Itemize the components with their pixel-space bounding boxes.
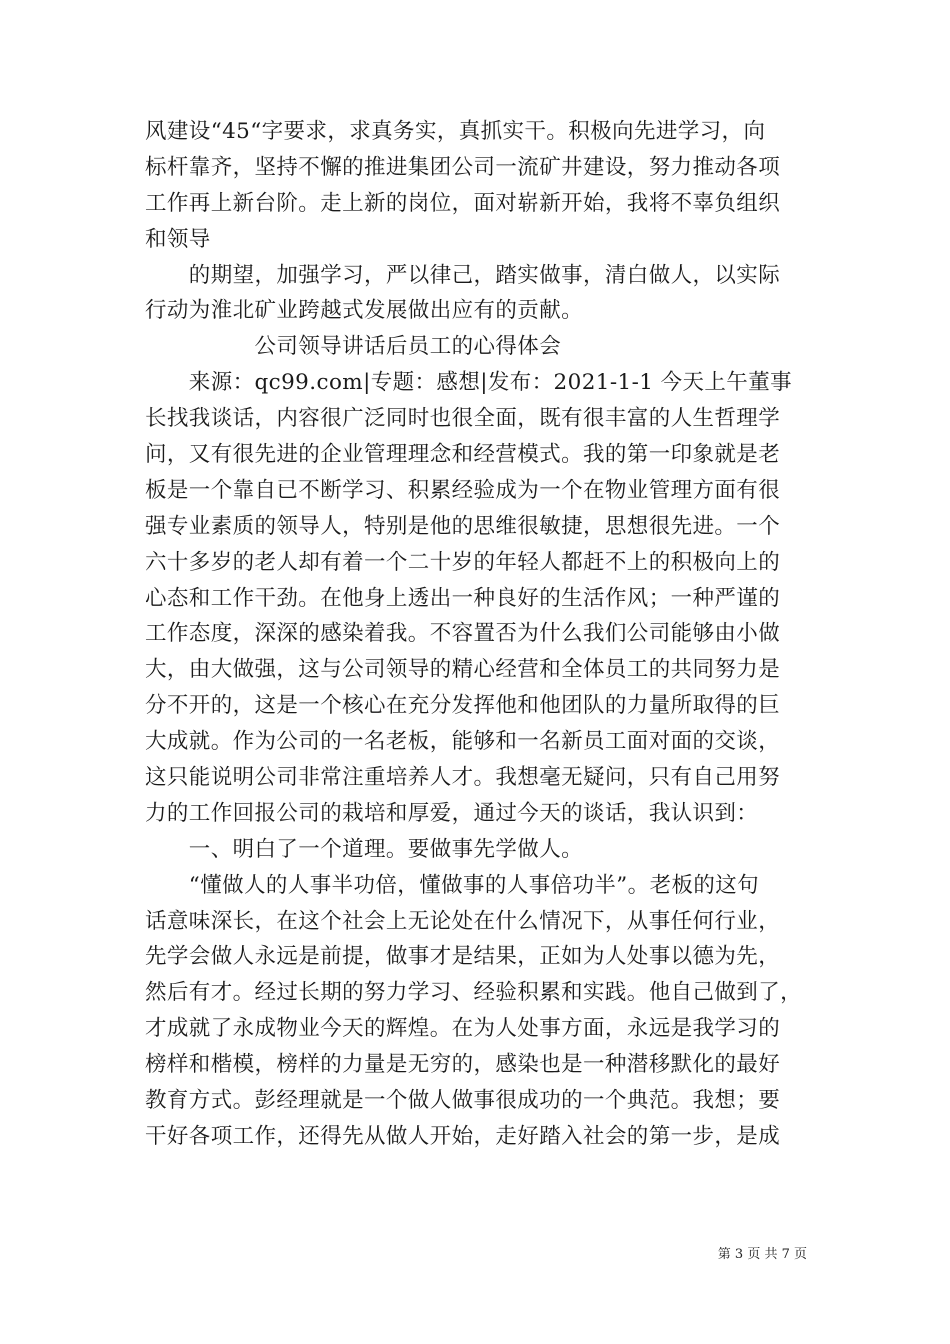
text-line: 这只能说明公司非常注重培养人才。我想毫无疑问，只有自己用努 [145, 765, 781, 791]
text-line: 六十多岁的老人却有着一个二十岁的年轻人都赶不上的积极向上的 [145, 549, 781, 575]
text-line: 话意味深长，在这个社会上无论处在什么情况下，从事任何行业， [145, 908, 781, 934]
text-line: 风建设“45“字要求，求真务实，真抓实干。积极向先进学习，向 [145, 119, 766, 144]
text-line: 标杆靠齐，坚持不懈的推进集团公司一流矿井建设，努力推动各项 [145, 154, 781, 180]
text-line: 长找我谈话，内容很广泛同时也很全面，既有很丰富的人生哲理学 [145, 406, 781, 432]
text-line: 大成就。作为公司的一名老板，能够和一名新员工面对面的交谈， [145, 729, 781, 755]
section-heading: 一、明白了一个道理。要做事先学做人。 [145, 836, 584, 862]
text-line: 板是一个靠自已不断学习、积累经验成为一个在物业管理方面有很 [145, 477, 781, 503]
page-number-label: 第 3 页 共 7 页 [717, 1247, 807, 1262]
text-line: 行动为淮北矿业跨越式发展做出应有的贡献。 [145, 298, 584, 324]
text-line: 分不开的，这是一个核心在充分发挥他和他团队的力量所取得的巨 [145, 693, 781, 719]
text-line: 的期望，加强学习，严以律己，踏实做事，清白做人，以实际 [145, 262, 781, 288]
page-number-footer [718, 1243, 807, 1262]
text-line: “懂做人的人事半功倍，懂做事的人事倍功半”。老板的这句 [145, 872, 760, 898]
text-line: 心态和工作干劲。在他身上透出一种良好的生活作风；一种严谨的 [145, 585, 781, 611]
text-line: 才成就了永成物业今天的辉煌。在为人处事方面，永远是我学习的 [145, 1016, 781, 1042]
document-body [145, 114, 815, 1155]
text-line: 榜样和楷模，榜样的力量是无穷的，感染也是一种潜移默化的最好 [145, 1052, 781, 1078]
text-line: 力的工作回报公司的栽培和厚爱，通过今天的谈话，我认识到： [145, 800, 759, 826]
source-line: 来源：qc99.com|专题：感想|发布：2021-1-1 今天上午董事 [145, 370, 792, 396]
text-line: 干好各项工作，还得先从做人开始，走好踏入社会的第一步，是成 [145, 1123, 781, 1149]
text-line: 问，又有很先进的企业管理理念和经营模式。我的第一印象就是老 [145, 442, 781, 468]
article-title: 公司领导讲话后员工的心得体会 [145, 334, 562, 360]
text-line: 教育方式。彭经理就是一个做人做事很成功的一个典范。我想；要 [145, 1088, 781, 1114]
text-line: 工作态度，深深的感染着我。不容置否为什么我们公司能够由小做 [145, 621, 781, 647]
text-line: 先学会做人永远是前提，做事才是结果，正如为人处事以德为先， [145, 944, 781, 970]
text-line: 工作再上新台阶。走上新的岗位，面对崭新开始，我将不辜负组织 [145, 190, 781, 216]
text-line: 和领导 [145, 226, 211, 252]
text-line: 然后有才。经过长期的努力学习、经验积累和实践。他自己做到了， [145, 980, 803, 1006]
text-line: 大，由大做强，这与公司领导的精心经营和全体员工的共同努力是 [145, 657, 781, 683]
text-line: 强专业素质的领导人，特别是他的思维很敏捷，思想很先进。一个 [145, 513, 781, 539]
